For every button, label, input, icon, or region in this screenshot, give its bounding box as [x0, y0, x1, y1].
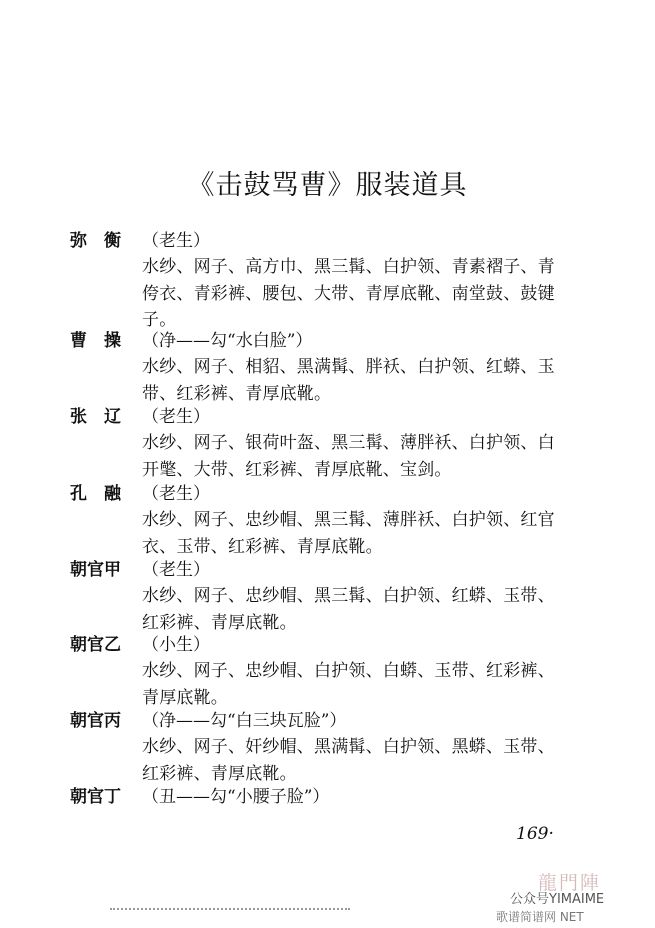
watermark-site: 歌谱简谱网 NET: [496, 910, 584, 924]
role-type: （老生）: [142, 560, 210, 580]
role-type: （老生）: [142, 231, 210, 251]
costume-entry-kong-rong: [70, 481, 570, 560]
watermark-account: 公众号YIMAIME: [510, 892, 605, 907]
costume-items: 水纱、网子、忠纱帽、黑三髯、薄胖袄、白护领、红官衣、玉带、红彩裤、青厚底靴。: [142, 510, 555, 557]
role-name: 朝官丁: [70, 787, 121, 807]
role-name: 朝官丙: [70, 711, 121, 731]
costume-items: 水纱、网子、奸纱帽、黑满髯、白护领、黑蟒、玉带、红彩裤、青厚底靴。: [142, 737, 555, 784]
role-type: （净——勾“水白脸”）: [142, 331, 313, 351]
costume-items: 水纱、网子、忠纱帽、黑三髯、白护领、红蟒、玉带、红彩裤、青厚底靴。: [142, 586, 555, 633]
role-type: （丑——勾“小腰子脸”）: [142, 787, 330, 807]
scan-artifact-divider: [110, 908, 350, 914]
role-type: （净——勾“白三块瓦脸”）: [142, 711, 347, 731]
role-type: （老生）: [142, 407, 210, 427]
role-name: 曹 操: [70, 331, 121, 351]
costume-entry-zhang-liao: [70, 404, 570, 483]
costume-entry-official-a: [70, 557, 570, 636]
costume-entry-official-c: [70, 708, 570, 787]
page-title: 《击鼓骂曹》服装道具: [187, 170, 468, 201]
costume-entry-mi-heng: [70, 228, 570, 334]
costume-items: 水纱、网子、忠纱帽、白护领、白蟒、玉带、红彩裤、青厚底靴。: [142, 661, 555, 708]
page-number: 169·: [516, 824, 554, 844]
role-name: 孔 融: [70, 484, 121, 504]
costume-entry-official-d: [70, 784, 570, 810]
costume-items: 水纱、网子、高方巾、黑三髯、白护领、青素褶子、青侉衣、青彩裤、腰包、大带、青厚底靴、南堂鼓、鼓键子。: [142, 257, 555, 330]
role-name: 弥 衡: [70, 231, 121, 251]
watermark-logo: 龍門陣: [538, 872, 602, 894]
costume-items: 水纱、网子、银荷叶盔、黑三髯、薄胖袄、白护领、白开氅、大带、红彩裤、青厚底靴、宝剑。: [142, 433, 555, 480]
costume-entry-official-b: [70, 632, 570, 711]
role-name: 朝官甲: [70, 560, 121, 580]
role-type: （小生）: [142, 635, 210, 655]
role-type: （老生）: [142, 484, 210, 504]
costume-items: 水纱、网子、相貂、黑满髯、胖袄、白护领、红蟒、玉带、红彩裤、青厚底靴。: [142, 357, 555, 404]
costume-entry-cao-cao: [70, 328, 570, 407]
role-name: 张 辽: [70, 407, 121, 427]
role-name: 朝官乙: [70, 635, 121, 655]
